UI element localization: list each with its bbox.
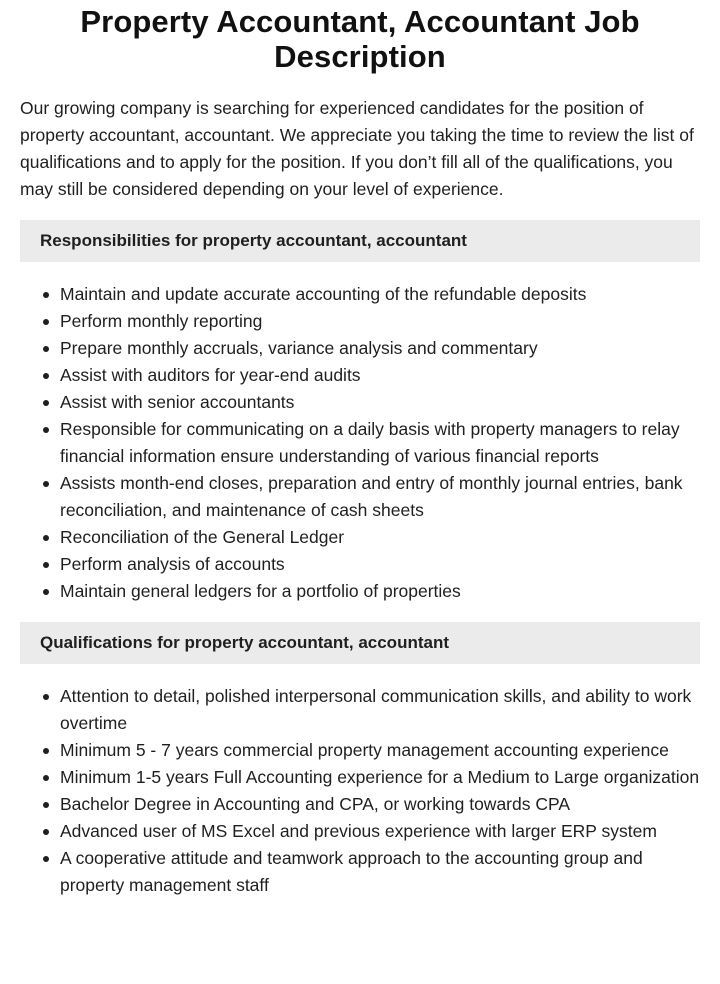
list-item: Minimum 5 - 7 years commercial property management accounting experience	[60, 737, 700, 764]
list-item: Assist with senior accountants	[60, 389, 700, 416]
list-item: Maintain and update accurate accounting of the refundable deposits	[60, 281, 700, 308]
list-item: Perform monthly reporting	[60, 308, 700, 335]
responsibilities-list	[20, 281, 700, 605]
list-item: Minimum 1-5 years Full Accounting experience for a Medium to Large organization	[60, 764, 700, 791]
responsibilities-heading: Responsibilities for property accountant, accountant	[20, 220, 700, 262]
list-item: Maintain general ledgers for a portfolio of properties	[60, 578, 700, 605]
list-item: Bachelor Degree in Accounting and CPA, or working towards CPA	[60, 791, 700, 818]
list-item: Assists month-end closes, preparation and entry of monthly journal entries, bank reconciliation, and maintenance of cash sheets	[60, 470, 700, 524]
qualifications-list	[20, 683, 700, 899]
list-item: Advanced user of MS Excel and previous experience with larger ERP system	[60, 818, 700, 845]
list-item: Assist with auditors for year-end audits	[60, 362, 700, 389]
list-item: Attention to detail, polished interpersonal communication skills, and ability to work overtime	[60, 683, 700, 737]
list-item: A cooperative attitude and teamwork approach to the accounting group and property management staff	[60, 845, 700, 899]
page-title: Property Accountant, Accountant Job Description	[80, 4, 640, 74]
qualifications-heading: Qualifications for property accountant, accountant	[20, 622, 700, 664]
list-item: Perform analysis of accounts	[60, 551, 700, 578]
list-item: Prepare monthly accruals, variance analysis and commentary	[60, 335, 700, 362]
list-item: Responsible for communicating on a daily basis with property managers to relay financial information ensure understanding of various financial reports	[60, 416, 700, 470]
list-item: Reconciliation of the General Ledger	[60, 524, 700, 551]
intro-paragraph: Our growing company is searching for experienced candidates for the position of property accountant, accountant. We appreciate you taking the time to review the list of qualifications and to apply for the position. If you don’t fill all of the qualifications, you may still be considered depending on your level of experience.	[20, 98, 694, 199]
